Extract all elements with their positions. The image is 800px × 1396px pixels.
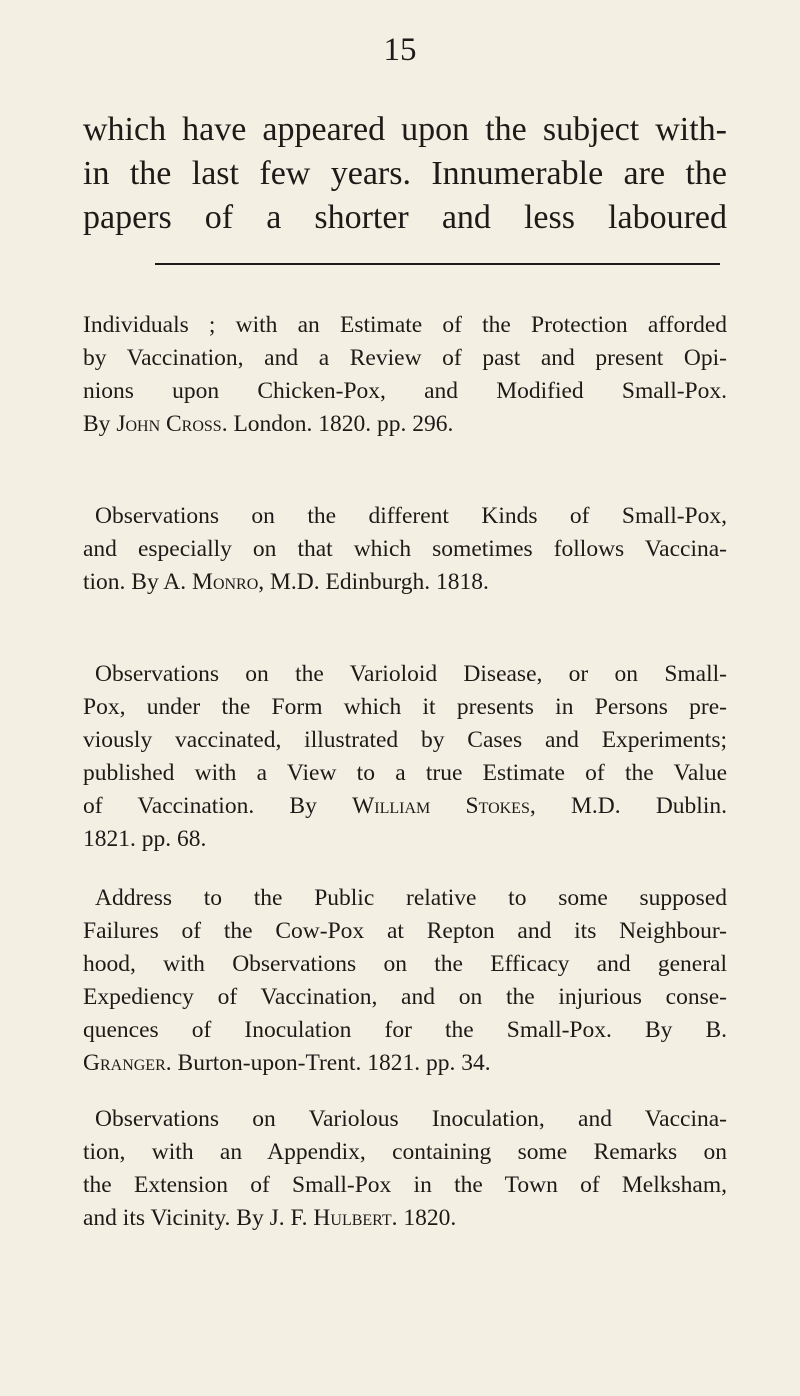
main-text-line: papers of a shorter and less laboured bbox=[83, 199, 727, 236]
footnote-text: of Vaccination. By bbox=[83, 793, 353, 819]
footnote-separator-rule bbox=[155, 263, 720, 265]
footnote-line bbox=[83, 566, 727, 599]
footnote-text: . Burton-upon-Trent. 1821. pp. 34. bbox=[165, 1050, 491, 1076]
main-text-line: in the last few years. Innumerable are the bbox=[83, 155, 727, 192]
footnote-text: By bbox=[83, 411, 117, 437]
footnote-line: tion, with an Appendix, containing some Remarks on bbox=[83, 1139, 727, 1165]
main-text bbox=[83, 108, 727, 240]
footnote-line: published with a View to a true Estimate of the Value bbox=[83, 760, 727, 786]
author-name: Hulbert bbox=[313, 1205, 392, 1231]
footnote-line: and especially on that which sometimes follows Vaccina- bbox=[83, 536, 727, 562]
footnote-entry-cross bbox=[83, 309, 727, 441]
footnote-line: Pox, under the Form which it presents in Persons pre- bbox=[83, 694, 727, 720]
footnote-text: , M.D. Edinburgh. 1818. bbox=[258, 569, 489, 595]
page-number: 15 bbox=[383, 32, 417, 68]
footnote-entry-hulbert bbox=[83, 1103, 727, 1235]
footnote-line: Observations on Variolous Inoculation, and Vaccina- bbox=[95, 1106, 727, 1132]
footnote-text: . 1820. bbox=[391, 1205, 457, 1231]
main-text-line: which have appeared upon the subject with- bbox=[83, 111, 727, 148]
footnote-line: hood, with Observations on the Efficacy and general bbox=[83, 951, 727, 977]
footnote-line: by Vaccination, and a Review of past and present Opi- bbox=[83, 345, 727, 371]
footnote-line bbox=[83, 1202, 727, 1235]
footnote-text: and its Vicinity. By J. F. bbox=[83, 1205, 314, 1231]
footnote-line: viously vaccinated, illustrated by Cases and Experiments; bbox=[83, 727, 727, 753]
footnote-line bbox=[83, 408, 727, 441]
footnote-text: . London. 1820. pp. 296. bbox=[221, 411, 454, 437]
footnote-line: quences of Inoculation for the Small-Pox. By B. bbox=[83, 1017, 727, 1043]
footnote-line bbox=[83, 1047, 727, 1080]
footnote-line: the Extension of Small-Pox in the Town of Melksham, bbox=[83, 1172, 727, 1198]
footnote-text: , M.D. Dublin. bbox=[529, 793, 727, 819]
footnote-line bbox=[83, 790, 727, 823]
footnote-line: Observations on the Varioloid Disease, or on Small- bbox=[95, 661, 727, 687]
footnote-line: Expediency of Vaccination, and on the injurious conse- bbox=[83, 984, 727, 1010]
footnote-line: 1821. pp. 68. bbox=[83, 826, 207, 852]
footnote-line: nions upon Chicken-Pox, and Modified Small-Pox. bbox=[83, 378, 727, 404]
footnote-line: Failures of the Cow-Pox at Repton and its Neighbour- bbox=[83, 918, 727, 944]
author-name: William Stokes bbox=[352, 793, 530, 819]
footnote-text: tion. By A. bbox=[83, 569, 193, 595]
author-name: Monro bbox=[192, 569, 259, 595]
footnote-entry-granger bbox=[83, 882, 727, 1080]
footnote-line: Observations on the different Kinds of Small-Pox, bbox=[95, 503, 727, 529]
footnote-entry-monro bbox=[83, 500, 727, 599]
footnote-line: Individuals ; with an Estimate of the Protection afforded bbox=[83, 312, 727, 338]
author-name: John Cross bbox=[116, 411, 222, 437]
footnote-line: Address to the Public relative to some supposed bbox=[95, 885, 727, 911]
footnote-entry-stokes bbox=[83, 658, 727, 856]
author-name: Granger bbox=[83, 1050, 166, 1076]
